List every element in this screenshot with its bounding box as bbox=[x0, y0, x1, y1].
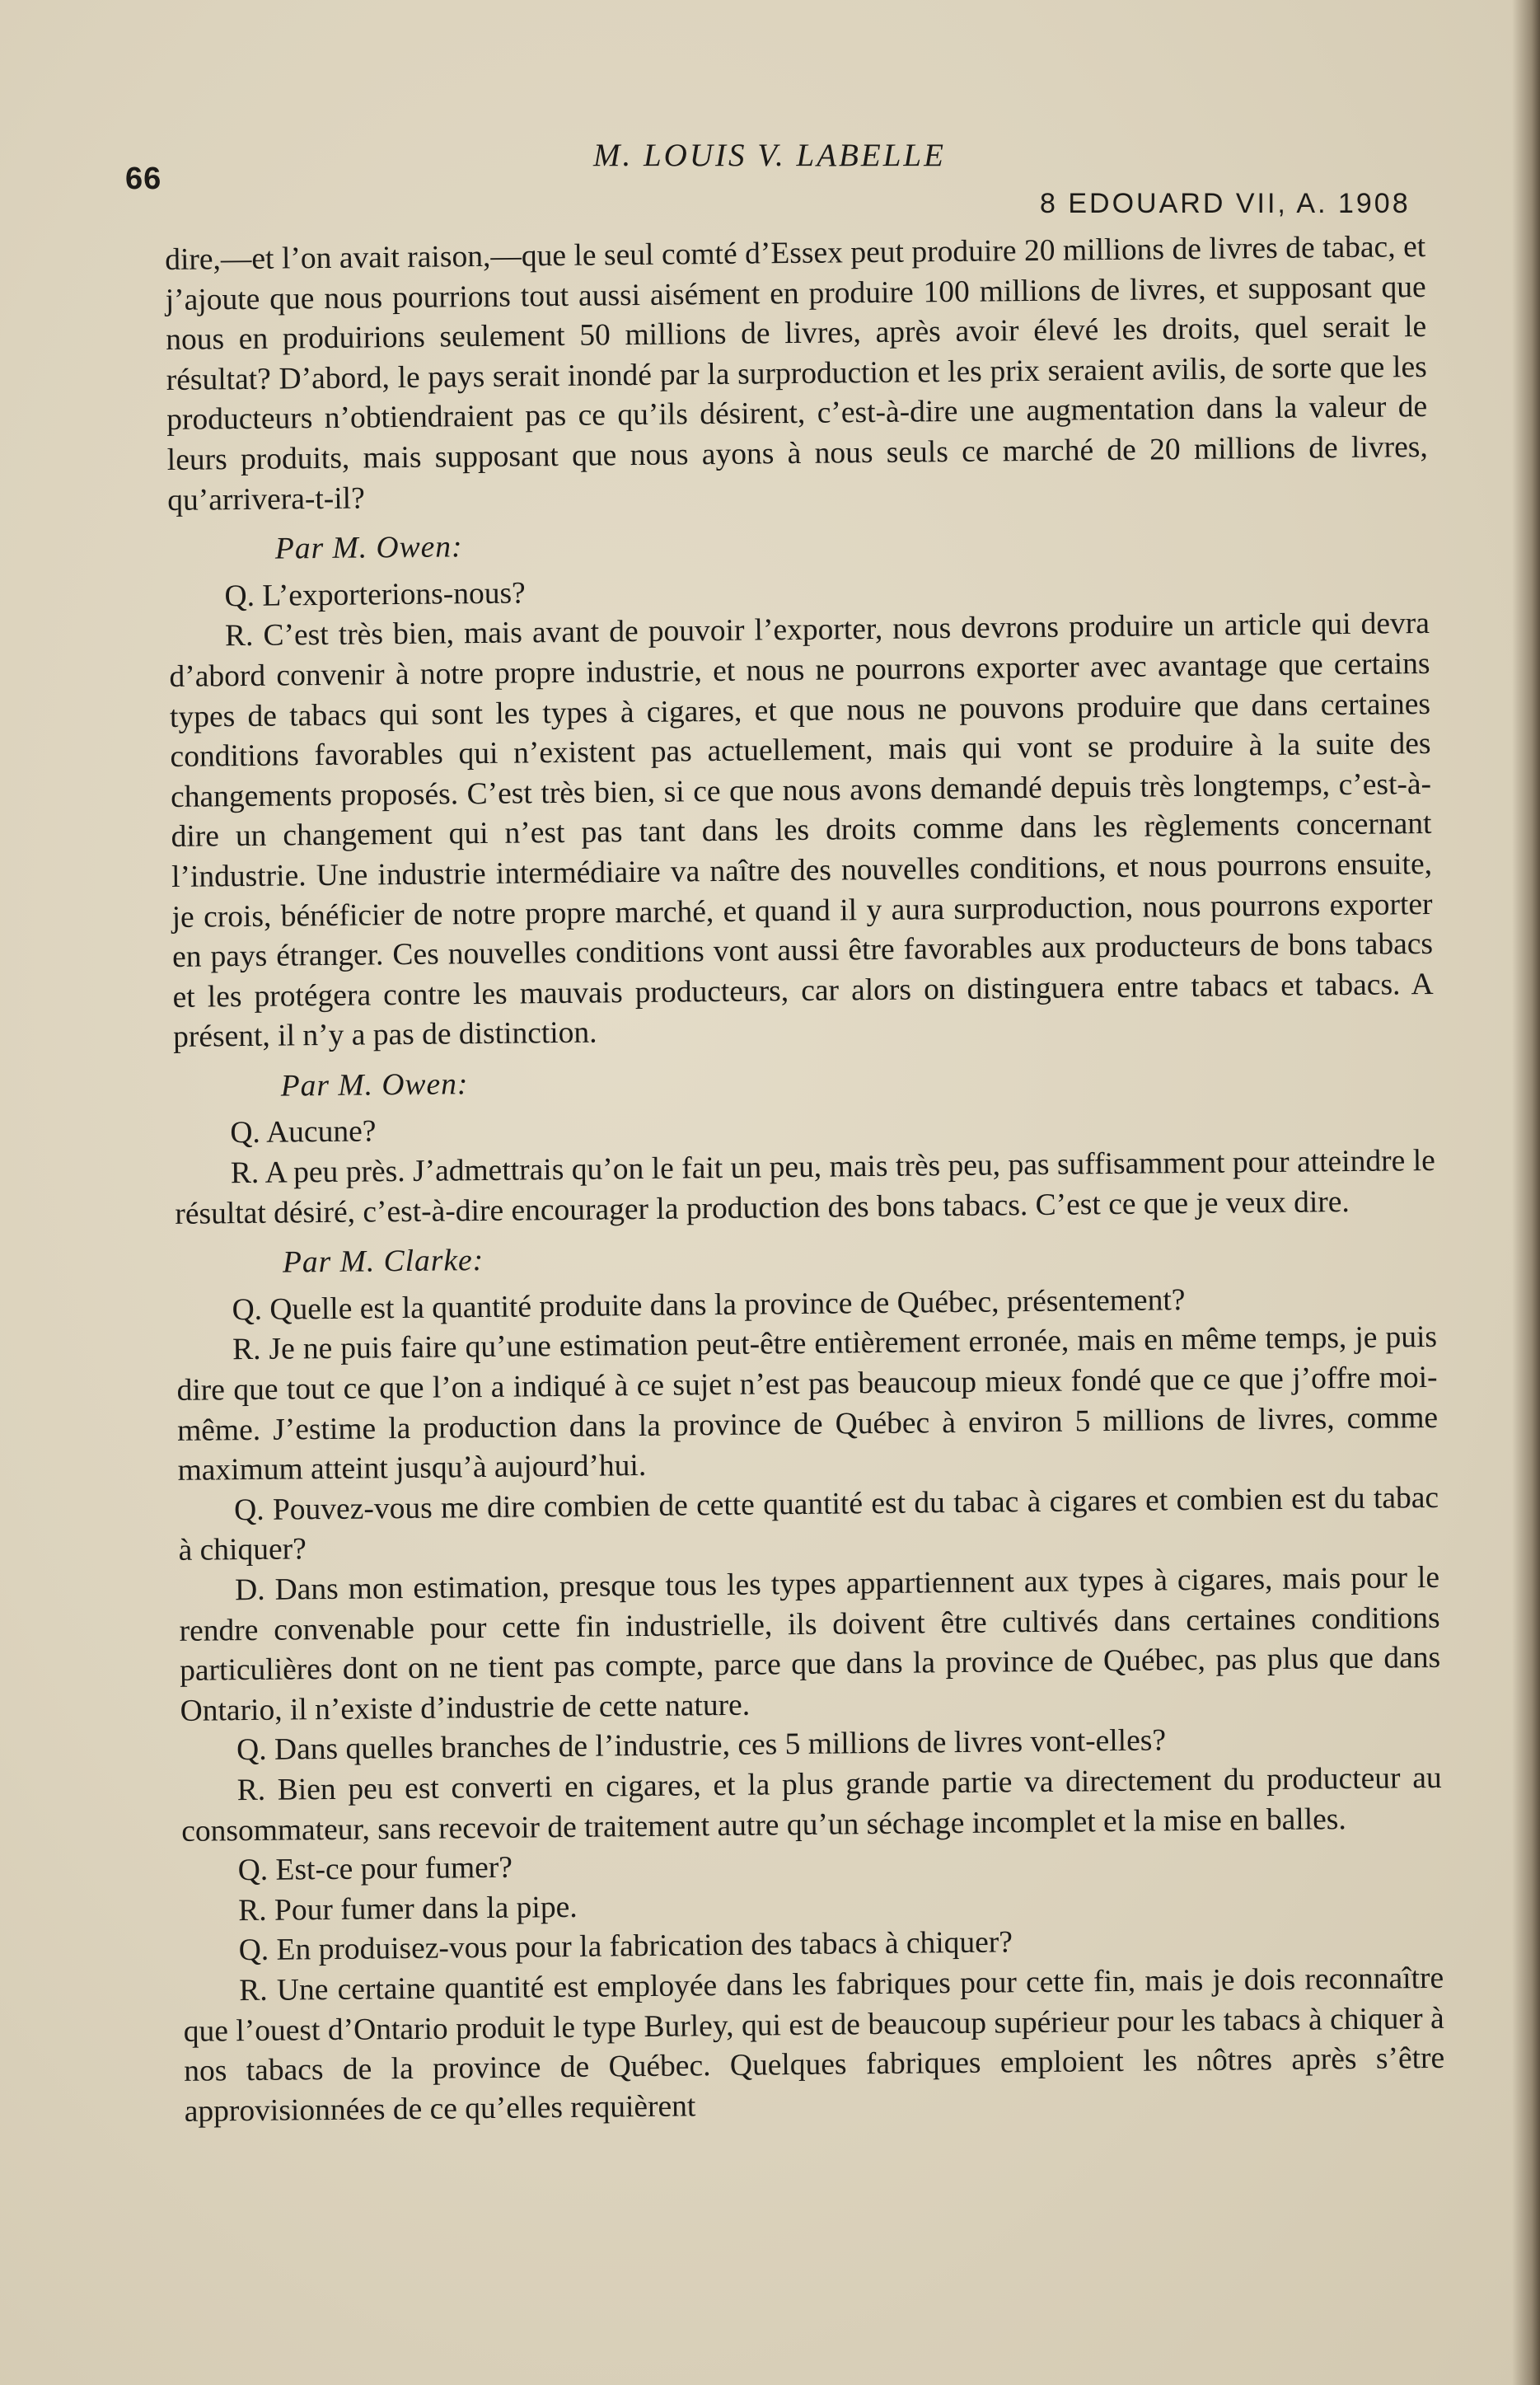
body-text bbox=[165, 227, 1445, 2132]
question: Q. L’exporterions-nous? bbox=[224, 576, 526, 614]
speaker-heading: Par M. Owen: bbox=[280, 1067, 469, 1103]
question: Q. Pouvez-vous me dire combien de cette quantité est du tabac à cigares et combien est du tabac à chiquer? bbox=[178, 1480, 1439, 1568]
question: Q. Est-ce pour fumer? bbox=[237, 1850, 513, 1888]
speaker-heading: Par M. Owen: bbox=[274, 530, 463, 566]
answer: R. Je ne puis faire qu’une estimation peut-être entièrement erronée, mais en même temps, je puis dire que tout ce que l’on a indiqué à ce sujet n’est pas beaucoup mieux fondé que ce que j’offre moi-même. J’estime la production dans la province de Québec à environ 5 millions de livres, comme maximum atteint jusqu’à aujourd’hui. bbox=[176, 1320, 1439, 1488]
question: Q. En produisez-vous pour la fabrication des tabacs à chiquer? bbox=[238, 1925, 1013, 1968]
answer: R. Bien peu est converti en cigares, et la plus grande partie va directement du producteur au consommateur, sans recevoir de traitement autre qu’un séchage incomplet et la mise en balles. bbox=[180, 1760, 1442, 1848]
page-edge-shadow bbox=[1512, 0, 1540, 2385]
answer: D. Dans mon estimation, presque tous les types appartiennent aux types à cigares, mais pour le rendre convenable pour cette fin industrielle, ils doivent être cultivés dans certaines conditions particulières dont on ne tient pas compte, parce que dans la province de Québec, pas plus que dans Ontario, il n’existe d’industrie de cette nature. bbox=[179, 1560, 1441, 1728]
answer: R. Pour fumer dans la pipe. bbox=[238, 1890, 578, 1928]
paragraph-continued: dire,—et l’on avait raison,—que le seul comté d’Essex peut produire 20 millions de livres de tabac, et j’ajoute que nous pourrions tout aussi aisément en produire 100 millions de livres, et supposant que nous en produirions seulement 50 millions de livres, après avoir élevé les droits, quel serait le résultat? D’abord, le pays serait inondé par la surproduction et les prix seraient avilis, de sorte que les producteurs n’obtiendraient pas ce qu’ils désirent, c’est-à-dire une augmentation dans la valeur de leurs produits, mais supposant que nous ayons à nous seuls ce marché de 20 millions de livres, qu’arrivera-t-il? bbox=[165, 229, 1428, 518]
answer: R. A peu près. J’admettrais qu’on le fait un peu, mais très peu, pas suffisamment pour atteindre le résultat désiré, c’est-à-dire encourager la production des bons tabacs. C’est ce que je veux dire. bbox=[175, 1143, 1435, 1231]
answer: R. Une certaine quantité est employée dans les fabriques pour cette fin, mais je dois reconnaître que l’ouest d’Ontario produit le type Burley, qui est de beaucoup supérieur pour les tabacs à chiquer à nos tabacs de la province de Québec. Quelques fabriques emploient les nôtres après s’être approvisionnées de ce qu’elles requièrent bbox=[183, 1961, 1445, 2129]
question: Q. Dans quelles branches de l’industrie, ces 5 millions de livres vont-elles? bbox=[236, 1723, 1167, 1768]
session-label: 8 EDOUARD VII, A. 1908 bbox=[1040, 188, 1411, 219]
question: Q. Quelle est la quantité produite dans la province de Québec, présentement? bbox=[232, 1282, 1186, 1328]
page-number: 66 bbox=[125, 162, 162, 196]
answer: R. C’est très bien, mais avant de pouvoir l’exporter, nous devrons produire un article qui devra d’abord convenir à notre propre industrie, et nous ne pourrons exporter avec avantage que certains types de tabacs qui sont les types à cigares, et que nous ne pouvons produire que dans certaines conditions favorables qui n’existent pas actuellement, mais qui vont se produire à la suite des changements proposés. C’est très bien, si ce que nous avons demandé depuis très longtemps, c’est-à-dire un changement qui n’est pas tant dans les droits comme dans les règlements concernant l’industrie. Une industrie intermédiaire va naître des nouvelles conditions, et nous pourrons ensuite, je crois, bénéficier de notre propre marché, et quand il y aura surproduction, nous pourrons exporter en pays étranger. Ces nouvelles conditions vont aussi être favorables aux producteurs de bons tabacs et les protégera contre les mauvais producteurs, car alors on distinguera entre tabacs et tabacs. A présent, il n’y a pas de distinction. bbox=[169, 607, 1434, 1055]
running-title: M. LOUIS V. LABELLE bbox=[593, 138, 946, 173]
question: Q. Aucune? bbox=[230, 1114, 377, 1150]
speaker-heading: Par M. Clarke: bbox=[282, 1244, 484, 1280]
